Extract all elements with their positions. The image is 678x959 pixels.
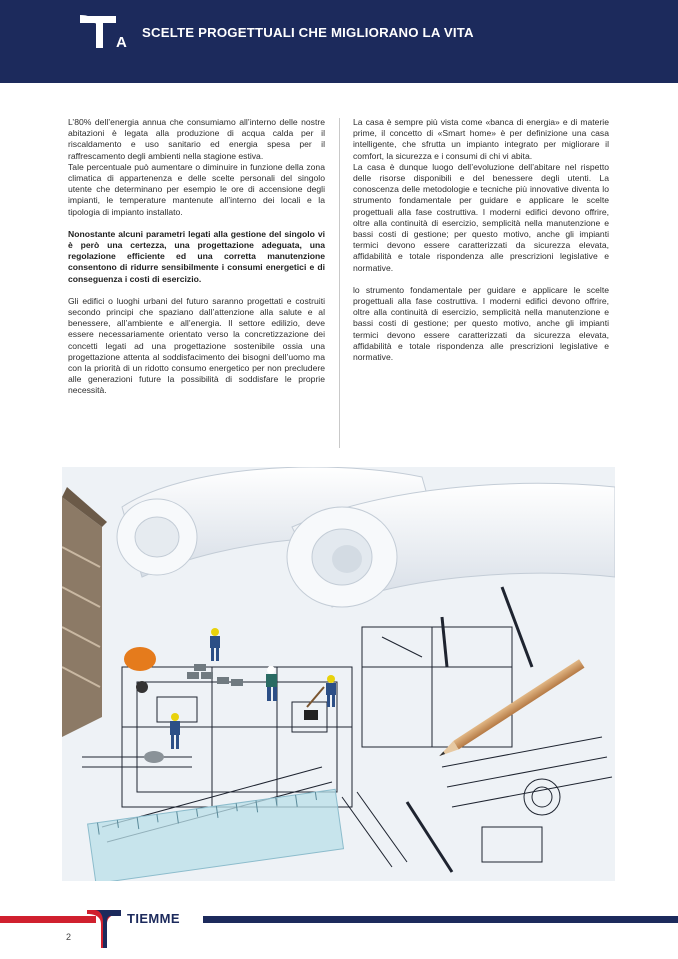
logo-letter: A [116, 34, 127, 50]
page-title: SCELTE PROGETTUALI CHE MIGLIORANO LA VITA [142, 25, 474, 40]
right-text-column [353, 117, 609, 374]
page-number: 2 [66, 932, 72, 942]
left-paragraph-2: Tale percentuale può aumentare o diminuire in funzione della zona climatica di appartenenza e delle scelte personali del singolo utente che determinano per esempio le ore di accensione degli impianti, le temperature mantenute all’interno dei locali e la tipologia di impianto installato. [68, 161, 325, 217]
column-divider [339, 118, 340, 448]
right-paragraph-2: La casa è dunque luogo dell’evoluzione dell’abitare nel rispetto delle risorse disponibili e del benessere degli utenti. La conoscenza delle metodologie e tecniche più innovative diventa lo strumento fondamentale per guidare e applicare le scelte progettuali alla fase costruttiva. I moderni edifici devono offrire, oltre alla continuità di esercizio, semplicità nella manutenzione e bassi costi di gestione; per questo motivo, anche gli impianti termici devono essere caratterizzati da sicurezza elevata, affidabilità e totale rispondenza alle prescrizioni legislative e normative. [353, 161, 609, 273]
left-text-column [68, 117, 325, 408]
right-paragraph-3: lo strumento fondamentale per guidare e applicare le scelte progettuali alla fase costruttiva. I moderni edifici devono offrire, oltre alla continuità di esercizio, semplicità nella manutenzione e bassi costi di gestione; per questo motivo, anche gli impianti termici devono essere caratterizzati da sicurezza elevata, affidabilità e totale rispondenza alle prescrizioni legislative e normative. [353, 284, 609, 363]
page-header [0, 0, 678, 83]
tiemme-t-logo-icon [78, 14, 132, 50]
footer-blue-bar [203, 916, 678, 923]
footer-red-bar [0, 916, 96, 923]
footer-brand-name: TIEMME [127, 911, 180, 926]
footer-t-logo-icon [87, 908, 121, 948]
left-paragraph-1: L’80% dell’energia annua che consumiamo all’interno delle nostre abitazioni è legata alla produzione di acqua calda per il riscaldamento e uso sanitario ed energia spesa per il raffrescamento degli ambienti nella stagione estiva. [68, 117, 325, 161]
left-paragraph-bold: Nonostante alcuni parametri legati alla gestione del singolo vi è però una certezza, una progettazione adeguata, una regolazione efficiente ed una corretta manutenzione consentono di ridurre sensibilmente i consumi energetici e di conseguenza i costi di esercizio. [68, 228, 325, 284]
blueprint-construction-photo [62, 467, 615, 881]
right-paragraph-1: La casa è sempre più vista come «banca di energia» e di materie prime, il concetto di «Smart home» è per definizione una casa intelligente, che sfrutta un impianto integrato per migliorare il comfort, la sicurezza e i consumi di chi vi abita. [353, 117, 609, 161]
left-paragraph-4: Gli edifici o luoghi urbani del futuro saranno progettati e costruiti secondo principi che spaziano dall’attenzione alla salute e al benessere, all’ambiente e all’energia. Il settore edilizio, deve essere necessariamente orientato verso la concretizzazione dei concetti legati ad una progettazione sostenibile ossia una progettazione attenta al soddisfacimento dei bisogni dell’uomo ma con la priorità di un ridotto consumo energetico per non precludere alle generazioni future la possibilità di soddisfare le proprie necessità. [68, 295, 325, 396]
blueprint-illustration [62, 467, 615, 881]
